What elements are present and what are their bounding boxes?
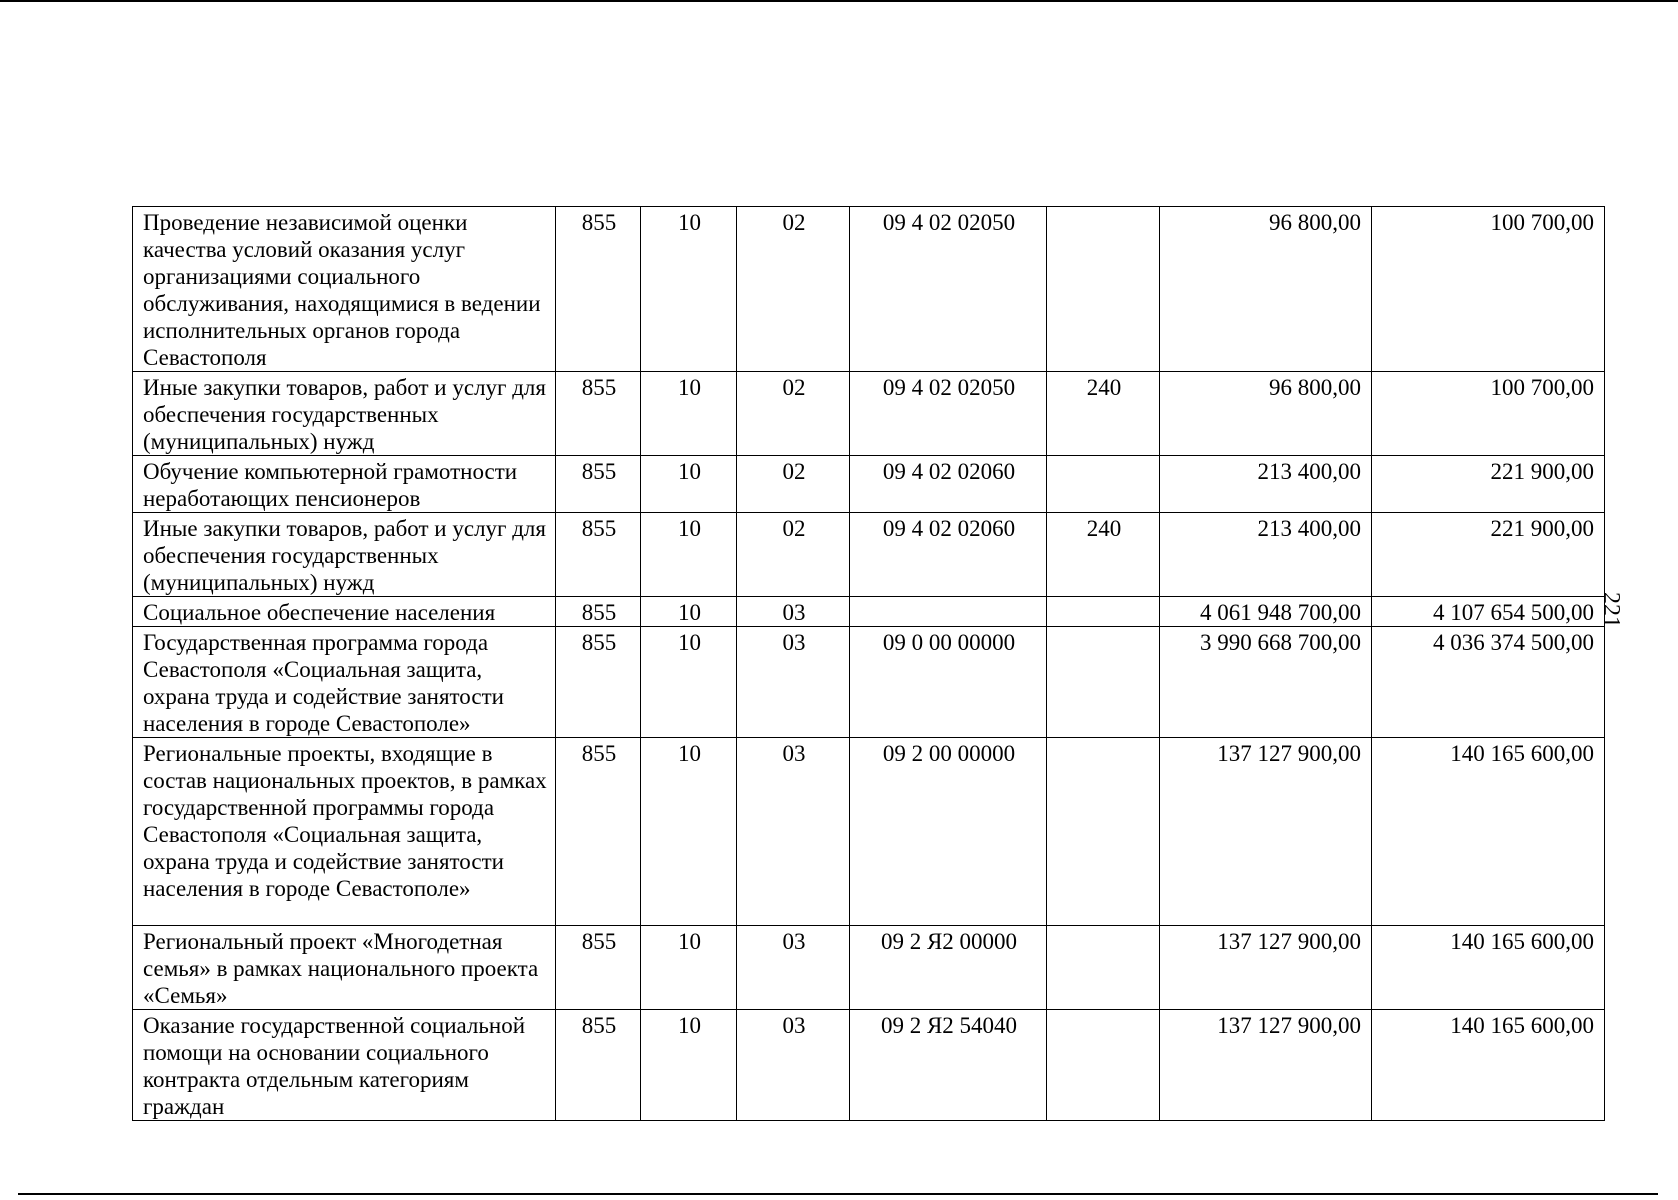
expense-type-code [1047, 926, 1160, 1010]
amount-year-1: 96 800,00 [1160, 372, 1372, 456]
amount-year-1: 96 800,00 [1160, 207, 1372, 372]
department-code: 855 [556, 207, 641, 372]
section-code: 10 [641, 738, 737, 926]
target-article-code: 09 4 02 02050 [850, 372, 1047, 456]
amount-year-1: 3 990 668 700,00 [1160, 627, 1372, 738]
department-code: 855 [556, 627, 641, 738]
amount-year-2: 140 165 600,00 [1372, 926, 1605, 1010]
subsection-code: 02 [737, 456, 850, 513]
expense-type-code [1047, 1010, 1160, 1121]
subsection-code: 03 [737, 597, 850, 627]
row-name: Иные закупки товаров, работ и услуг для обеспечения государственных (муниципальных) нужд [133, 372, 556, 456]
target-article-code: 09 2 Я2 54040 [850, 1010, 1047, 1121]
table-row [133, 738, 1605, 926]
expense-type-code [1047, 597, 1160, 627]
row-name: Иные закупки товаров, работ и услуг для обеспечения государственных (муниципальных) нужд [133, 513, 556, 597]
row-name: Обучение компьютерной грамотности неработающих пенсионеров [133, 456, 556, 513]
amount-year-1: 213 400,00 [1160, 513, 1372, 597]
department-code: 855 [556, 456, 641, 513]
section-code: 10 [641, 456, 737, 513]
target-article-code [850, 597, 1047, 627]
row-name: Оказание государственной социальной помощи на основании социального контракта отдельным категориям граждан [133, 1010, 556, 1121]
scan-bottom-edge [18, 1193, 1658, 1195]
section-code: 10 [641, 926, 737, 1010]
table-row [133, 456, 1605, 513]
table-row [133, 1010, 1605, 1121]
department-code: 855 [556, 926, 641, 1010]
section-code: 10 [641, 627, 737, 738]
department-code: 855 [556, 738, 641, 926]
expense-type-code [1047, 738, 1160, 926]
table-row [133, 597, 1605, 627]
subsection-code: 02 [737, 372, 850, 456]
row-name: Проведение независимой оценки качества условий оказания услуг организациями социального обслуживания, находящимися в ведении исполнительных органов города Севастополя [133, 207, 556, 372]
row-name: Социальное обеспечение населения [133, 597, 556, 627]
target-article-code: 09 4 02 02050 [850, 207, 1047, 372]
amount-year-1: 213 400,00 [1160, 456, 1372, 513]
amount-year-2: 140 165 600,00 [1372, 1010, 1605, 1121]
section-code: 10 [641, 513, 737, 597]
expense-type-code: 240 [1047, 372, 1160, 456]
expense-type-code [1047, 456, 1160, 513]
amount-year-1: 137 127 900,00 [1160, 1010, 1372, 1121]
table-row [133, 926, 1605, 1010]
target-article-code: 09 2 00 00000 [850, 738, 1047, 926]
department-code: 855 [556, 1010, 641, 1121]
subsection-code: 03 [737, 1010, 850, 1121]
table-row [133, 513, 1605, 597]
page-number: 221 [1598, 592, 1624, 628]
amount-year-1: 4 061 948 700,00 [1160, 597, 1372, 627]
section-code: 10 [641, 1010, 737, 1121]
target-article-code: 09 0 00 00000 [850, 627, 1047, 738]
subsection-code: 03 [737, 627, 850, 738]
amount-year-1: 137 127 900,00 [1160, 738, 1372, 926]
subsection-code: 03 [737, 926, 850, 1010]
row-name: Государственная программа города Севастополя «Социальная защита, охрана труда и содействие занятости населения в городе Севастополе» [133, 627, 556, 738]
section-code: 10 [641, 207, 737, 372]
amount-year-2: 221 900,00 [1372, 513, 1605, 597]
scan-top-edge [0, 0, 1678, 2]
target-article-code: 09 4 02 02060 [850, 513, 1047, 597]
section-code: 10 [641, 597, 737, 627]
table-row [133, 207, 1605, 372]
row-name: Региональный проект «Многодетная семья» в рамках национального проекта «Семья» [133, 926, 556, 1010]
amount-year-2: 140 165 600,00 [1372, 738, 1605, 926]
expense-type-code: 240 [1047, 513, 1160, 597]
department-code: 855 [556, 372, 641, 456]
subsection-code: 02 [737, 513, 850, 597]
department-code: 855 [556, 597, 641, 627]
table-row [133, 372, 1605, 456]
section-code: 10 [641, 372, 737, 456]
expense-type-code [1047, 627, 1160, 738]
budget-table [132, 206, 1605, 1121]
department-code: 855 [556, 513, 641, 597]
subsection-code: 02 [737, 207, 850, 372]
target-article-code: 09 4 02 02060 [850, 456, 1047, 513]
amount-year-1: 137 127 900,00 [1160, 926, 1372, 1010]
amount-year-2: 4 036 374 500,00 [1372, 627, 1605, 738]
target-article-code: 09 2 Я2 00000 [850, 926, 1047, 1010]
amount-year-2: 221 900,00 [1372, 456, 1605, 513]
subsection-code: 03 [737, 738, 850, 926]
amount-year-2: 100 700,00 [1372, 372, 1605, 456]
row-name: Региональные проекты, входящие в состав национальных проектов, в рамках государственной программы города Севастополя «Социальная защита, охрана труда и содействие занятости населения в городе Севастополе» [133, 738, 556, 926]
expense-type-code [1047, 207, 1160, 372]
amount-year-2: 100 700,00 [1372, 207, 1605, 372]
amount-year-2: 4 107 654 500,00 [1372, 597, 1605, 627]
table-row [133, 627, 1605, 738]
